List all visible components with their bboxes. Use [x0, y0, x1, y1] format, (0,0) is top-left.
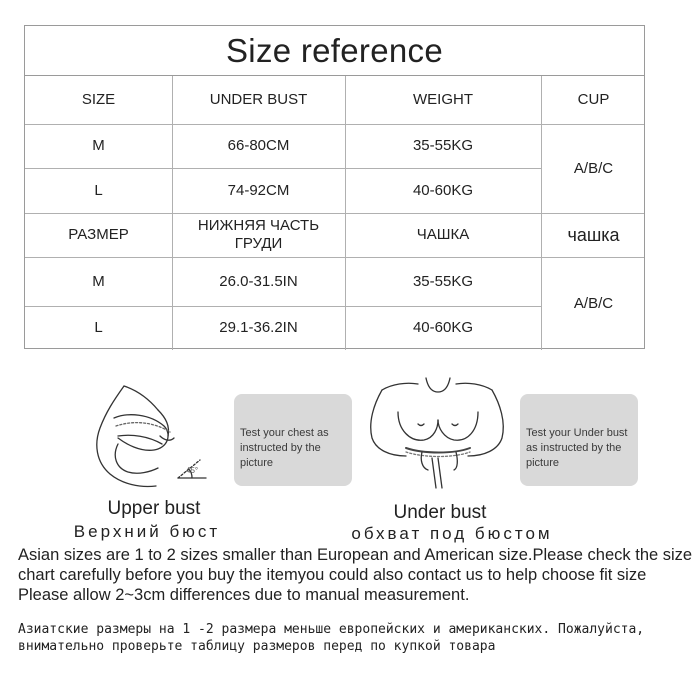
upper-bust-caption: Upper bust	[107, 498, 201, 519]
under-bust-instruction-card	[520, 394, 638, 486]
under-bust-caption-ru: обхват под бюстом	[351, 524, 553, 543]
cup-value: A/B/C	[573, 159, 614, 177]
header-ru-under-bust: НИЖНЯЯ ЧАСТЬ ГРУДИ	[197, 217, 320, 252]
sizing-note-ru: Азиатские размеры на 1 -2 размера меньше европейских и американских. Пожалуйста, внимательно проверьте таблицу размеров перед по купкой товара	[18, 622, 645, 654]
header-ru-cup: чашка	[567, 225, 620, 245]
header-under-bust: UNDER BUST	[209, 91, 308, 108]
header-ru-weight: ЧАШКА	[416, 226, 470, 243]
row-m-weight: 35-55KG	[412, 137, 474, 154]
row-l-under-bust: 74-92CM	[227, 181, 290, 199]
sizing-note-en: Asian sizes are 1 to 2 sizes smaller than European and American size.Please check the size chart carefully before you buy the itemyou could also contact us to help choose fit size Please allow 2~3cm differences due to manual measurement.	[18, 546, 693, 604]
upper-bust-caption-ru: Верхний бюст	[73, 522, 221, 541]
row-l-weight: 40-60KG	[412, 181, 474, 199]
header-weight: WEIGHT	[413, 91, 473, 108]
upper-bust-illustration	[78, 378, 218, 493]
row-ru-m-under-bust: 26.0-31.5IN	[219, 272, 298, 290]
upper-bust-instruction-card	[234, 394, 352, 486]
under-bust-illustration	[362, 374, 512, 494]
upper-bust-instruction-text: Test your chest as instructed by the picture	[240, 427, 329, 469]
row-ru-l-weight: 40-60KG	[412, 319, 474, 336]
table-title: Size reference	[25, 26, 644, 76]
row-ru-l-size: L	[94, 319, 103, 336]
row-ru-m-weight: 35-55KG	[412, 272, 474, 290]
size-table	[24, 25, 645, 349]
header-size: SIZE	[81, 91, 116, 108]
under-bust-instruction-text: Test your Under bust as instructed by the picture	[526, 427, 628, 469]
row-l-size: L	[94, 181, 103, 199]
angle-label: 45°	[186, 466, 199, 475]
header-ru-size: РАЗМЕР	[68, 226, 129, 243]
header-cup: CUP	[577, 91, 610, 108]
row-ru-l-under-bust: 29.1-36.2IN	[219, 319, 298, 336]
under-bust-caption: Under bust	[393, 502, 487, 523]
cup-value-ru: A/B/C	[573, 294, 614, 312]
row-m-under-bust: 66-80CM	[227, 137, 290, 154]
row-ru-m-size: M	[92, 272, 105, 290]
row-m-size: M	[92, 137, 105, 154]
